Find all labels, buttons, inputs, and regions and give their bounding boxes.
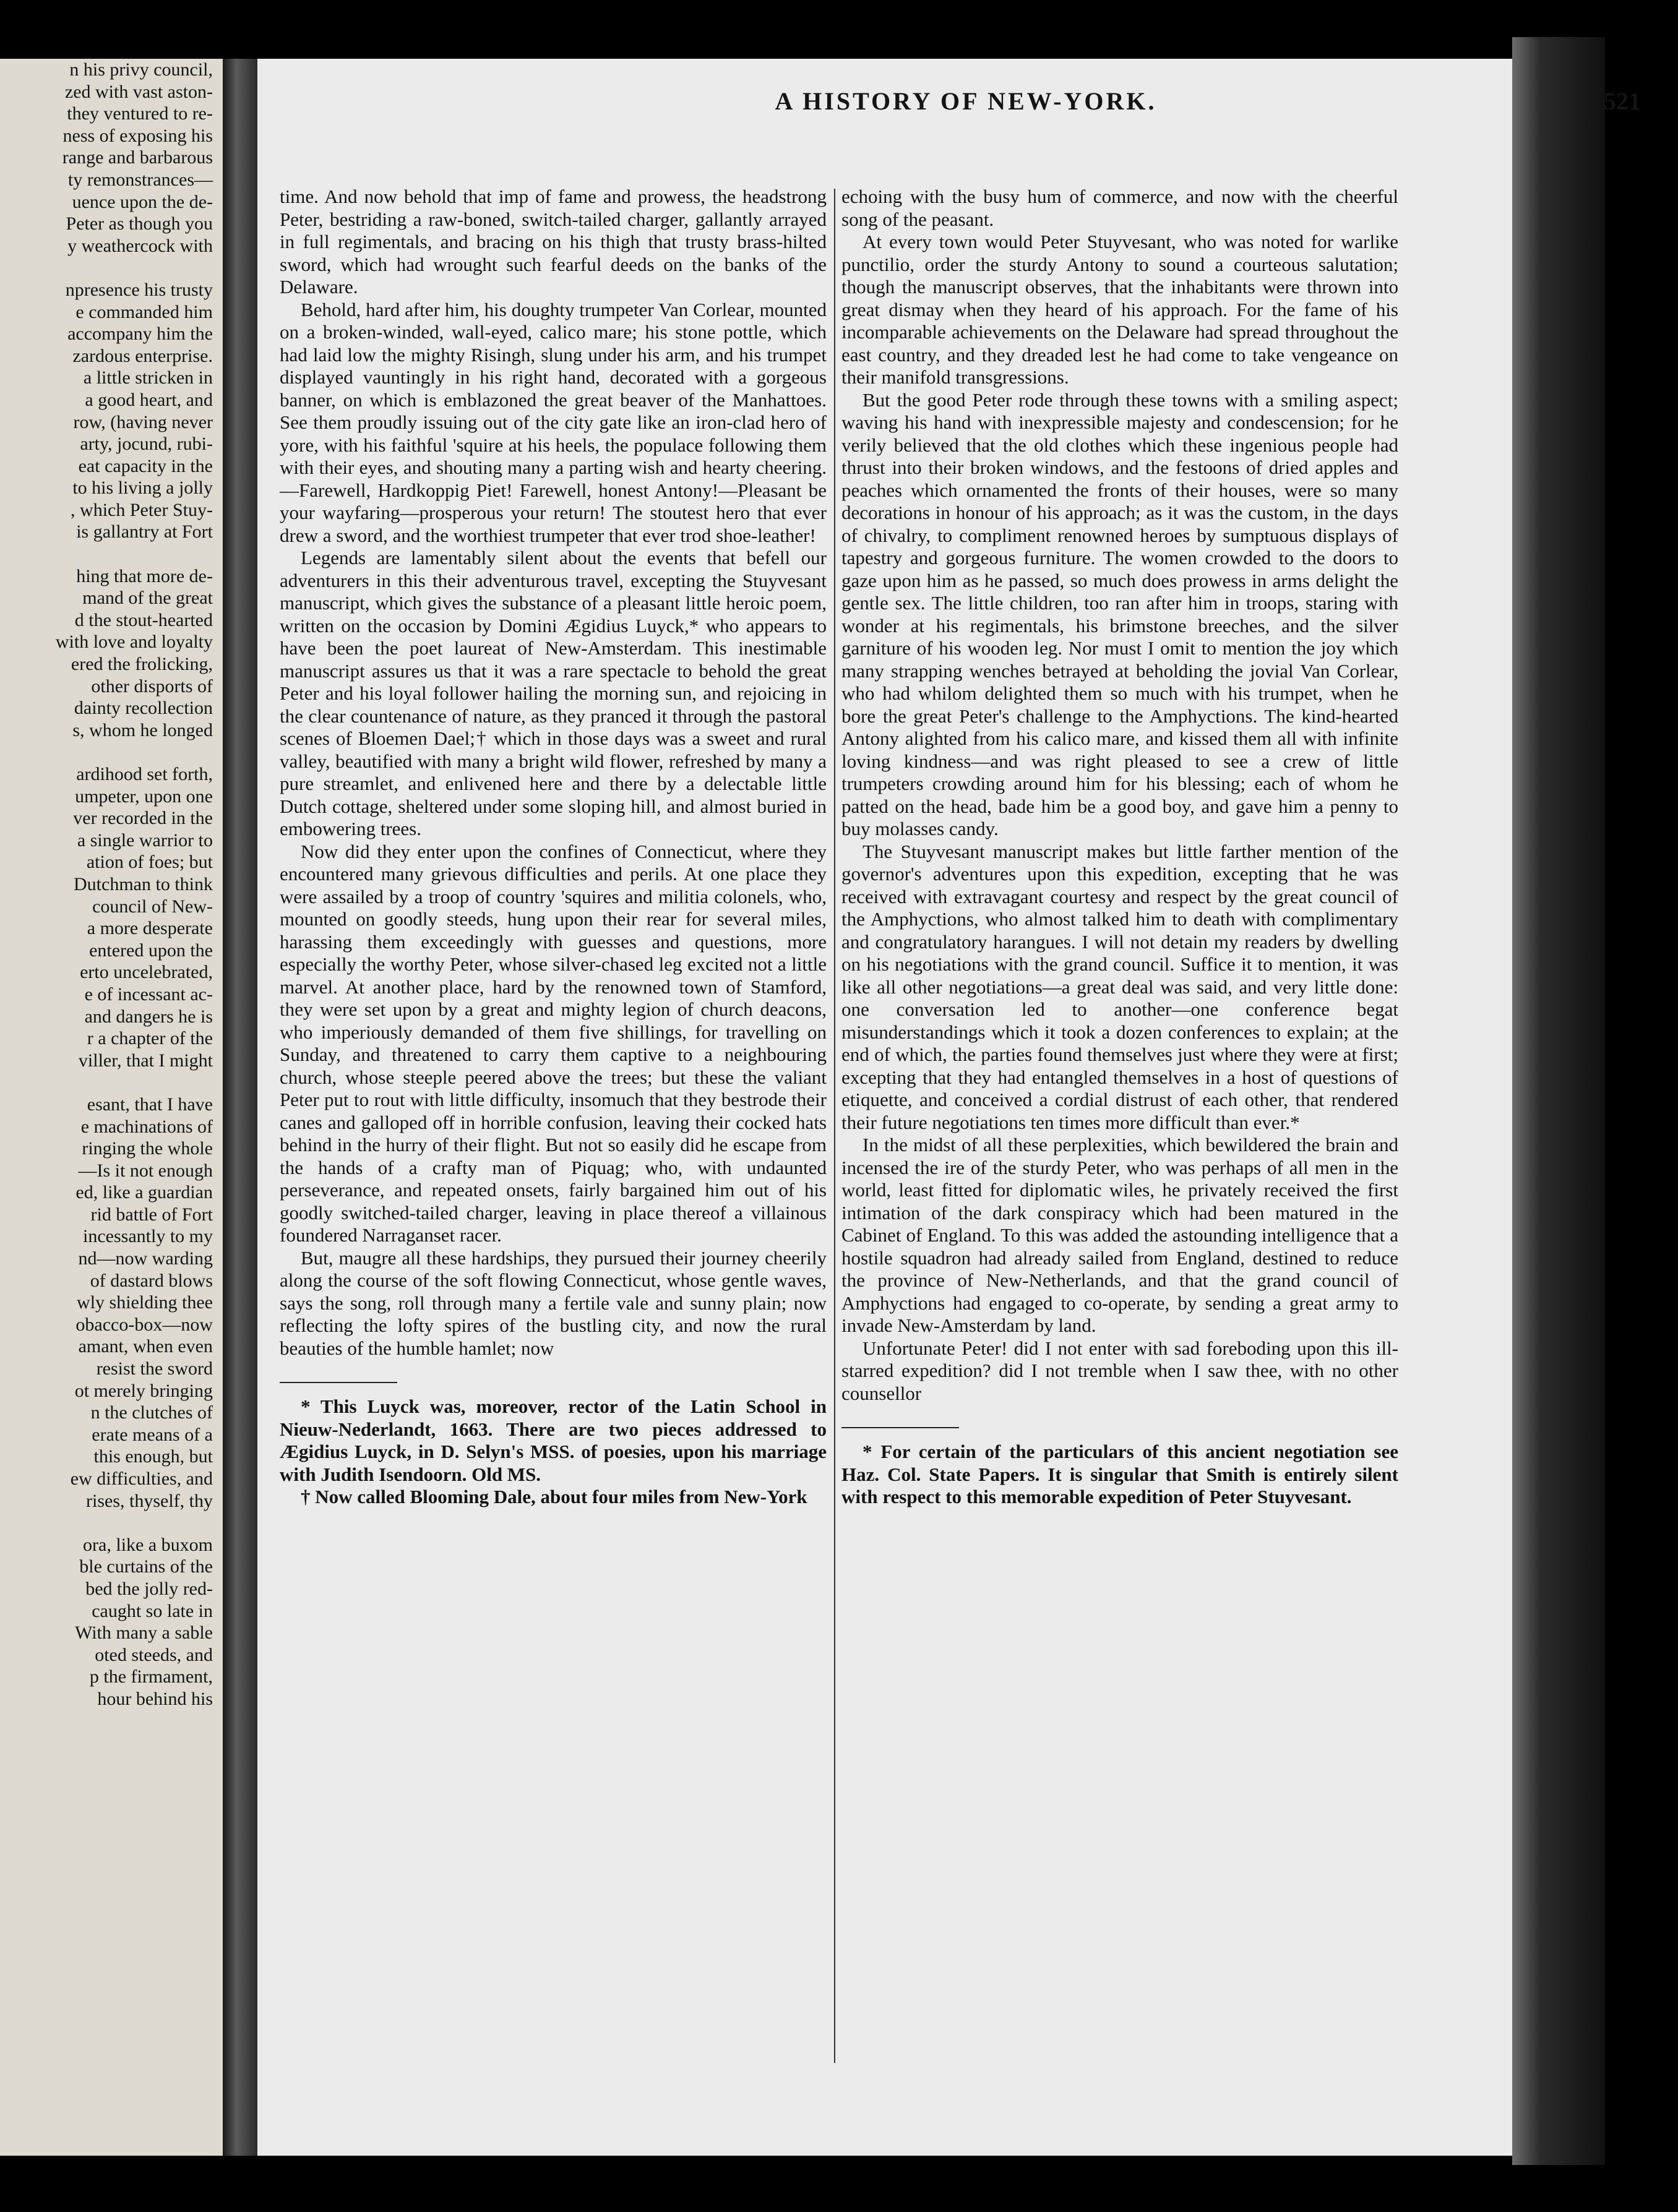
page-number: 521: [1604, 87, 1641, 115]
facing-page-line: Peter as though you: [66, 213, 213, 234]
facing-page-line: ew difficulties, and: [70, 1468, 213, 1489]
facing-page-line: ation of foes; but: [86, 852, 213, 873]
facing-page-line: e commanded him: [75, 301, 213, 322]
facing-page-line: esant, that I have: [87, 1094, 213, 1115]
footnote: † Now called Blooming Dale, about four miles from New-York: [301, 1486, 807, 1507]
facing-page-line: npresence his trusty: [65, 279, 213, 300]
facing-page-line: nd—now warding: [78, 1248, 213, 1269]
facing-page-gap: [0, 1071, 223, 1094]
paragraph: The Stuyvesant manuscript makes but little farther mention of the governor's adventures upon this expedition, excepting that he was received with extravagant courtesy and respect by the great council of the Amphyctions, who almost talked him to death with complimentary and congratulatory harangues. I will not detain my readers by dwelling on his negotiations with the grand council. Suffice it to mention, it was like all other negotiations—a great deal was said, and very little done: one conversation led to another—one conference begat misunderstandings which it took a dozen conferences to explain; at the end of which, the parties found themselves just where they were at first; excepting that they had entangled themselves in a host of questions of etiquette, and conceived a cordial distrust of each other, that rendered their future negotiations ten times more difficult than ever.*: [841, 840, 1398, 1133]
facing-page-line: dainty recollection: [74, 698, 213, 719]
facing-page-line: caught so late in: [92, 1600, 213, 1621]
facing-page-line: ness of exposing his: [62, 125, 213, 146]
facing-page-line: uence upon the de-: [72, 191, 213, 212]
facing-page-line: is gallantry at Fort: [76, 521, 213, 542]
facing-page-line: Dutchman to think: [74, 873, 213, 894]
facing-page-line: zed with vast aston-: [64, 81, 213, 102]
facing-page-line: ver recorded in the: [73, 808, 213, 829]
page-edge: [1512, 37, 1605, 2165]
facing-page-line: wly shielding thee: [77, 1292, 213, 1313]
facing-page-line: p the firmament,: [89, 1666, 213, 1687]
facing-page-line: row, (having never: [73, 411, 213, 432]
facing-page-gap: [0, 543, 223, 565]
facing-page-line: ora, like a buxom: [83, 1534, 213, 1555]
footnote: * This Luyck was, moreover, rector of the Latin School in Nieuw-Nederlandt, 1663. There are two pieces addressed to Ægidius Luyck, in D. Selyn's MSS. of poesies, upon his marriage with Judith Isendoorn. Old MS.: [280, 1395, 827, 1485]
paragraph: time. And now behold that imp of fame and prowess, the headstrong Peter, bestriding a raw-boned, switch-tailed charger, gallantly arrayed in full regimentals, and bracing on his thigh that trusty brass-hilted sword, which had wrought such fearful deeds on the banks of the Delaware.: [280, 186, 827, 298]
facing-page-line: rises, thyself, thy: [86, 1490, 213, 1511]
facing-page-line: to his living a jolly: [72, 478, 213, 499]
facing-page-line: erto uncelebrated,: [80, 962, 213, 983]
paragraph: Now did they enter upon the confines of Connecticut, where they encountered many grievous difficulties and perils. At one place they were assailed by a troop of country 'squires and militia colonels, who, mounted on goodly steeds, hung upon their rear for several miles, harassing them exceedingly with guesses and questions, more especially the worthy Peter, whose silver-chased leg excited not a little marvel. At another place, hard by the renowned town of Stamford, they were set upon by a great and mighty legion of church deacons, who imperiously demanded of them five shillings, for travelling on Sunday, and threatened to carry them captive to a neighbouring church, whose steeple peered above the trees; but these the valiant Peter put to rout with little difficulty, insomuch that they bestrode their canes and galloped off in horrible confusion, leaving their cocked hats behind in the hurry of their flight. But not so easily did he escape from the hands of a crafty man of Piquag; who, with undaunted perseverance, and repeated onsets, fairly bargained him out of his goodly switched-tailed charger, leaving in place thereof a villainous foundered Narraganset racer.: [280, 840, 827, 1246]
facing-page-line: amant, when even: [78, 1336, 213, 1357]
facing-page: [0, 59, 223, 2156]
facing-page-line: a single warrior to: [77, 830, 213, 851]
facing-page-line: this enough, but: [93, 1446, 213, 1467]
paragraph: Unfortunate Peter! did I not enter with sad foreboding upon this ill-starred expedition? did I not tremble when I saw thee, with no other counsellor: [841, 1337, 1398, 1404]
paragraph: In the midst of all these perplexities, which bewildered the brain and incensed the ire of the sturdy Peter, who was perhaps of all men in the world, least fitted for diplomatic wiles, he privately received the first intimation of the dark conspiracy which had been matured in the Cabinet of England. To this was added the astounding intelligence that a hostile squadron had already sailed from England, destined to reduce the province of New-Netherlands, and that the grand council of Amphyctions had engaged to co-operate, by sending a great army to invade New-Amsterdam by land.: [841, 1134, 1398, 1336]
facing-page-line: a good heart, and: [85, 389, 213, 410]
facing-page-line: resist the sword: [96, 1358, 213, 1379]
facing-page-line: e machinations of: [80, 1116, 213, 1137]
facing-page-line: With many a sable: [75, 1623, 213, 1644]
facing-page-line: r a chapter of the: [87, 1028, 213, 1049]
facing-page-line: ot merely bringing: [74, 1380, 213, 1401]
footnote: * For certain of the particulars of this ancient negotiation see Haz. Col. State Papers. It is singular that Smith is entirely silent with respect to this memorable expedition of Peter Stuyvesant.: [841, 1441, 1398, 1507]
facing-page-line: ble curtains of the: [79, 1556, 213, 1577]
paragraph: At every town would Peter Stuyvesant, who was noted for warlike punctilio, order the sturdy Antony to sound a courteous salutation; though the manuscript observes, that the inhabitants were thrown into great dismay when they heard of his approach. For the fame of his incomparable achievements on the Delaware had spread throughout the east country, and they dreaded lest he had come to take vengeance on their manifold transgressions.: [841, 231, 1398, 388]
footnote-rule: [841, 1427, 959, 1428]
facing-page-line: range and barbarous: [62, 147, 213, 168]
paragraph: But the good Peter rode through these towns with a smiling aspect; waving his hand with inexpressible majesty and condescension; for he verily believed that the old clothes which these ingenious people had thrust into their broken windows, and the festoons of dried apples and peaches which ornamented the fronts of their houses, were so many decorations in honour of his approach; as it was the custom, in the days of chivalry, to compliment renowned heroes by sumptuous displays of tapestry and gorgeous furniture. The women crowded to the doors to gaze upon him as he passed, so much does prowess in arms delight the gentle sex. The little children, too ran after him in troops, staring with wonder at his regimentals, his brimstone breeches, and the silver garniture of his wooden leg. Nor must I omit to mention the joy which many strapping wenches betrayed at beholding the jovial Van Corlear, who had whilom delighted them so much with his trumpet, when he bore the great Peter's challenge to the Amphyctions. The kind-hearted Antony alighted from his calico mare, and kissed them all with infinite loving kindness—and was right pleased to see a crew of little trumpeters crowding around him for his blessing; each of whom he patted on the head, bade him be a good boy, and gave him a penny to buy molasses candy.: [841, 388, 1398, 839]
facing-page-line: y weathercock with: [67, 235, 213, 256]
facing-page-gap: [0, 257, 223, 279]
facing-page-line: d the stout-hearted: [74, 609, 213, 630]
facing-page-line: zardous enterprise.: [72, 345, 213, 366]
facing-page-line: ty remonstrances—: [67, 169, 213, 190]
facing-page-line: other disports of: [91, 675, 213, 697]
facing-page-gap: [0, 741, 223, 763]
paragraph: But, maugre all these hardships, they pursued their journey cheerily along the course of the soft flowing Connecticut, whose gentle waves, says the song, roll through many a fertile vale and sunny plain; now reflecting the lofty spires of the bustling city, and now the rural beauties of the humble hamlet; now: [280, 1246, 827, 1359]
facing-page-line: umpeter, upon one: [75, 786, 213, 807]
facing-page-line: n the clutches of: [90, 1402, 213, 1423]
facing-page-line: e of incessant ac-: [84, 984, 213, 1005]
running-header: [371, 87, 1641, 124]
facing-page-line: they ventured to re-: [67, 103, 213, 124]
column-rule: [834, 189, 835, 2063]
facing-page-line: hing that more de-: [76, 565, 213, 586]
facing-page-line: viller, that I might: [78, 1050, 213, 1071]
facing-page-line: ardihood set forth,: [76, 764, 213, 784]
left-column: [280, 186, 827, 1509]
facing-page-line: erate means of a: [92, 1424, 213, 1445]
facing-page-line: incessantly to my: [83, 1226, 213, 1247]
right-column: [841, 186, 1398, 1509]
facing-page-line: n his privy council,: [69, 59, 213, 80]
facing-page-line: of dastard blows: [90, 1270, 213, 1291]
facing-page-line: hour behind his: [97, 1688, 213, 1709]
footnote-rule: [280, 1382, 397, 1383]
paragraph: echoing with the busy hum of commerce, and now with the cheerful song of the peasant.: [841, 186, 1398, 230]
facing-page-line: with love and loyalty: [55, 632, 213, 653]
facing-page-gap: [0, 1512, 223, 1534]
facing-page-line: bed the jolly red-: [85, 1578, 213, 1599]
paragraph: Legends are lamentably silent about the events that befell our adventurers in this their adventurous travel, excepting the Stuyvesant manuscript, which gives the substance of a pleasant little heroic poem, written on the occasion by Domini Ægidius Luyck,* who appears to have been the poet laureat of New-Amsterdam. This inestimable manuscript assures us that it was a rare spectacle to behold the great Peter and his loyal follower hailing the morning sun, and rejoicing in the clear countenance of nature, as they pranced it through the pastoral scenes of Bloemen Dael;† which in those days was a sweet and rural valley, beautified with many a bright wild flower, refreshed by many a pure streamlet, and enlivened here and there by a delectable little Dutch cottage, sheltered under some sloping hill, and almost buried in embowering trees.: [280, 547, 827, 839]
facing-page-line: oted steeds, and: [95, 1644, 213, 1665]
facing-page-line: —Is it not enough: [78, 1160, 213, 1181]
facing-page-line: mand of the great: [82, 588, 213, 609]
facing-page-line: arty, jocund, rubi-: [80, 434, 213, 455]
paragraph: Behold, hard after him, his doughty trumpeter Van Corlear, mounted on a broken-winded, wall-eyed, calico mare; his stone pottle, which had laid low the mighty Risingh, slung under his arm, and his trumpet displayed vauntingly in his right hand, decorated with a gorgeous banner, on which is emblazoned the great beaver of the Manhattoes. See them proudly issuing out of the city gate like an iron-clad hero of yore, with his faithful 'squire at his heels, the populace following them with their eyes, and shouting many a parting wish and hearty cheering.—Farewell, Hardkoppig Piet! Farewell, honest Antony!—Pleasant be your wayfaring—prosperous your return! The stoutest hero that ever drew a sword, and the worthiest trumpeter that ever trod shoe-leather!: [280, 298, 827, 546]
facing-page-line: obacco-box—now: [75, 1314, 213, 1335]
facing-page-line: and dangers he is: [84, 1006, 213, 1027]
running-title: A HISTORY OF NEW-YORK.: [775, 87, 1157, 115]
facing-page-line: rid battle of Fort: [90, 1204, 213, 1225]
facing-page-line: , which Peter Stuy-: [71, 499, 213, 520]
facing-page-line: ered the frolicking,: [71, 654, 213, 675]
facing-page-line: accompany him the: [67, 324, 213, 345]
facing-page-line: entered upon the: [89, 940, 213, 961]
facing-page-line: council of New-: [92, 896, 213, 917]
facing-page-line: a little stricken in: [83, 367, 213, 388]
book-gutter: [223, 59, 257, 2156]
facing-page-line: ringing the whole: [82, 1138, 213, 1159]
facing-page-line: ed, like a guardian: [75, 1182, 213, 1203]
facing-page-line: a more desperate: [87, 918, 213, 939]
facing-page-line: eat capacity in the: [78, 455, 213, 476]
facing-page-line: s, whom he longed: [72, 719, 213, 740]
